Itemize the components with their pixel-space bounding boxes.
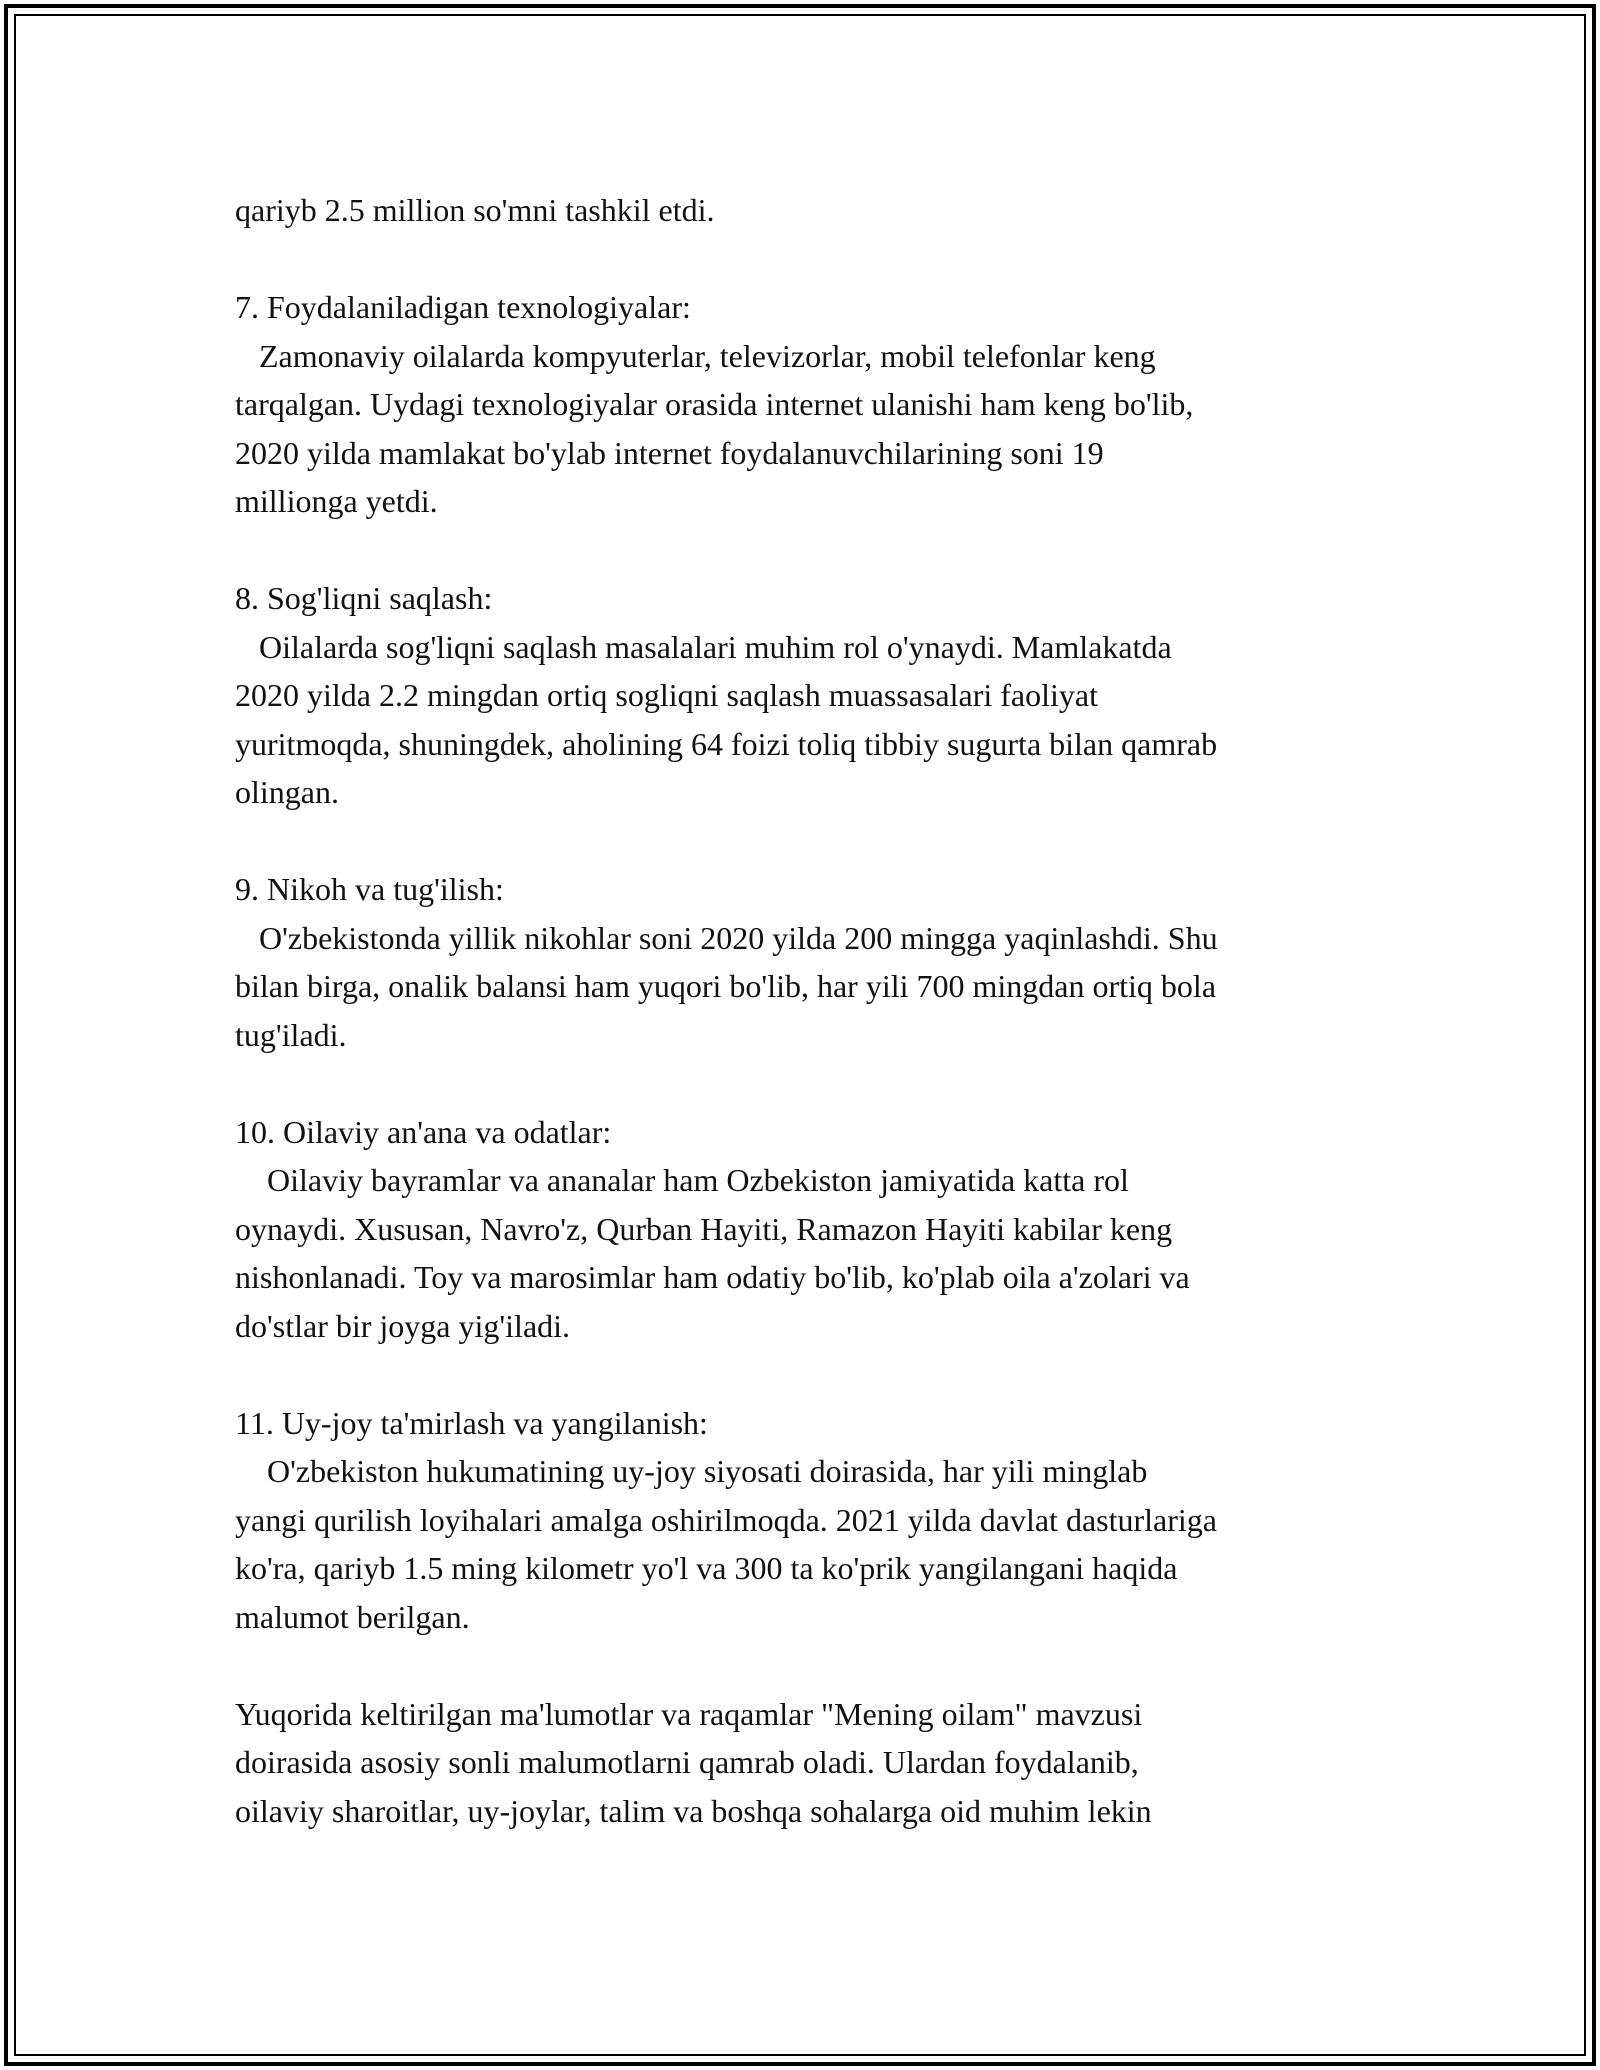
paragraph-line: tug'iladi. [235, 1016, 347, 1053]
paragraph-line: 2020 yilda 2.2 mingdan ortiq sogliqni saqlash muassasalari faoliyat [235, 677, 1098, 713]
intro-tail-line: qariyb 2.5 million so'mni tashkil etdi. [235, 192, 715, 228]
paragraph-line: 2020 yilda mamlakat bo'ylab internet foydalanuvchilarining soni 19 [235, 434, 1104, 471]
paragraph-line: O'zbekiston hukumatining uy-joy siyosati doirasida, har yili minglab [235, 1453, 1148, 1489]
paragraph-line: oynaydi. Xususan, Navro'z, Qurban Hayiti, Ramazon Hayiti kabilar keng [235, 1210, 1173, 1247]
paragraph-line: olingan. [235, 774, 339, 810]
section-heading: 7. Foydalaniladigan texnologiyalar: [235, 289, 691, 325]
paragraph-line: do'stlar bir joyga yig'iladi. [235, 1307, 571, 1344]
blank-line [235, 526, 1375, 575]
section-heading: 8. Sog'liqni saqlash: [235, 580, 493, 616]
paragraph-line: millionga yetdi. [235, 483, 438, 519]
paragraph-line: bilan birga, onalik balansi ham yuqori bo'lib, har yili 700 mingdan ortiq bola [235, 968, 1217, 1004]
conclusion-line: Yuqorida keltirilgan ma'lumotlar va raqamlar "Mening oilam" mavzusi [235, 1695, 1143, 1732]
conclusion-line: oilaviy sharoitlar, uy-joylar, talim va boshqa sohalarga oid muhim lekin [235, 1792, 1152, 1829]
paragraph-line: Zamonaviy oilalarda kompyuterlar, televizorlar, mobil telefonlar keng [235, 337, 1156, 374]
section-heading: 9. Nikoh va tug'ilish: [235, 871, 504, 907]
paragraph-line: yuritmoqda, shuningdek, aholining 64 foizi toliq tibbiy sugurta bilan qamrab [235, 725, 1218, 762]
paragraph-line: Oilaviy bayramlar va ananalar ham Ozbekiston jamiyatida katta rol [235, 1162, 1129, 1198]
blank-line [235, 817, 1375, 866]
blank-line [235, 1059, 1375, 1108]
paragraph-line: malumot berilgan. [235, 1598, 470, 1635]
paragraph-line: ko'ra, qariyb 1.5 ming kilometr yo'l va 300 ta ko'prik yangilangani haqida [235, 1550, 1178, 1586]
conclusion-line: doirasida asosiy sonli malumotlarni qamrab oladi. Ulardan foydalanib, [235, 1744, 1139, 1780]
blank-line [235, 1350, 1375, 1399]
document-body [235, 186, 1375, 1835]
paragraph-line: tarqalgan. Uydagi texnologiyalar orasida internet ulanishi ham keng bo'lib, [235, 386, 1194, 422]
paragraph-line: nishonlanadi. Toy va marosimlar ham odatiy bo'lib, ko'plab oila a'zolari va [235, 1259, 1190, 1295]
section-heading: 10. Oilaviy an'ana va odatlar: [235, 1113, 612, 1150]
section-heading: 11. Uy-joy ta'mirlash va yangilanish: [235, 1404, 708, 1441]
paragraph-line: Oilalarda sog'liqni saqlash masalalari muhim rol o'ynaydi. Mamlakatda [235, 628, 1172, 665]
paragraph-line: yangi qurilish loyihalari amalga oshirilmoqda. 2021 yilda davlat dasturlariga [235, 1501, 1217, 1538]
blank-line [235, 1641, 1375, 1690]
blank-line [235, 235, 1375, 284]
paragraph-line: O'zbekistonda yillik nikohlar soni 2020 yilda 200 mingga yaqinlashdi. Shu [235, 919, 1218, 956]
